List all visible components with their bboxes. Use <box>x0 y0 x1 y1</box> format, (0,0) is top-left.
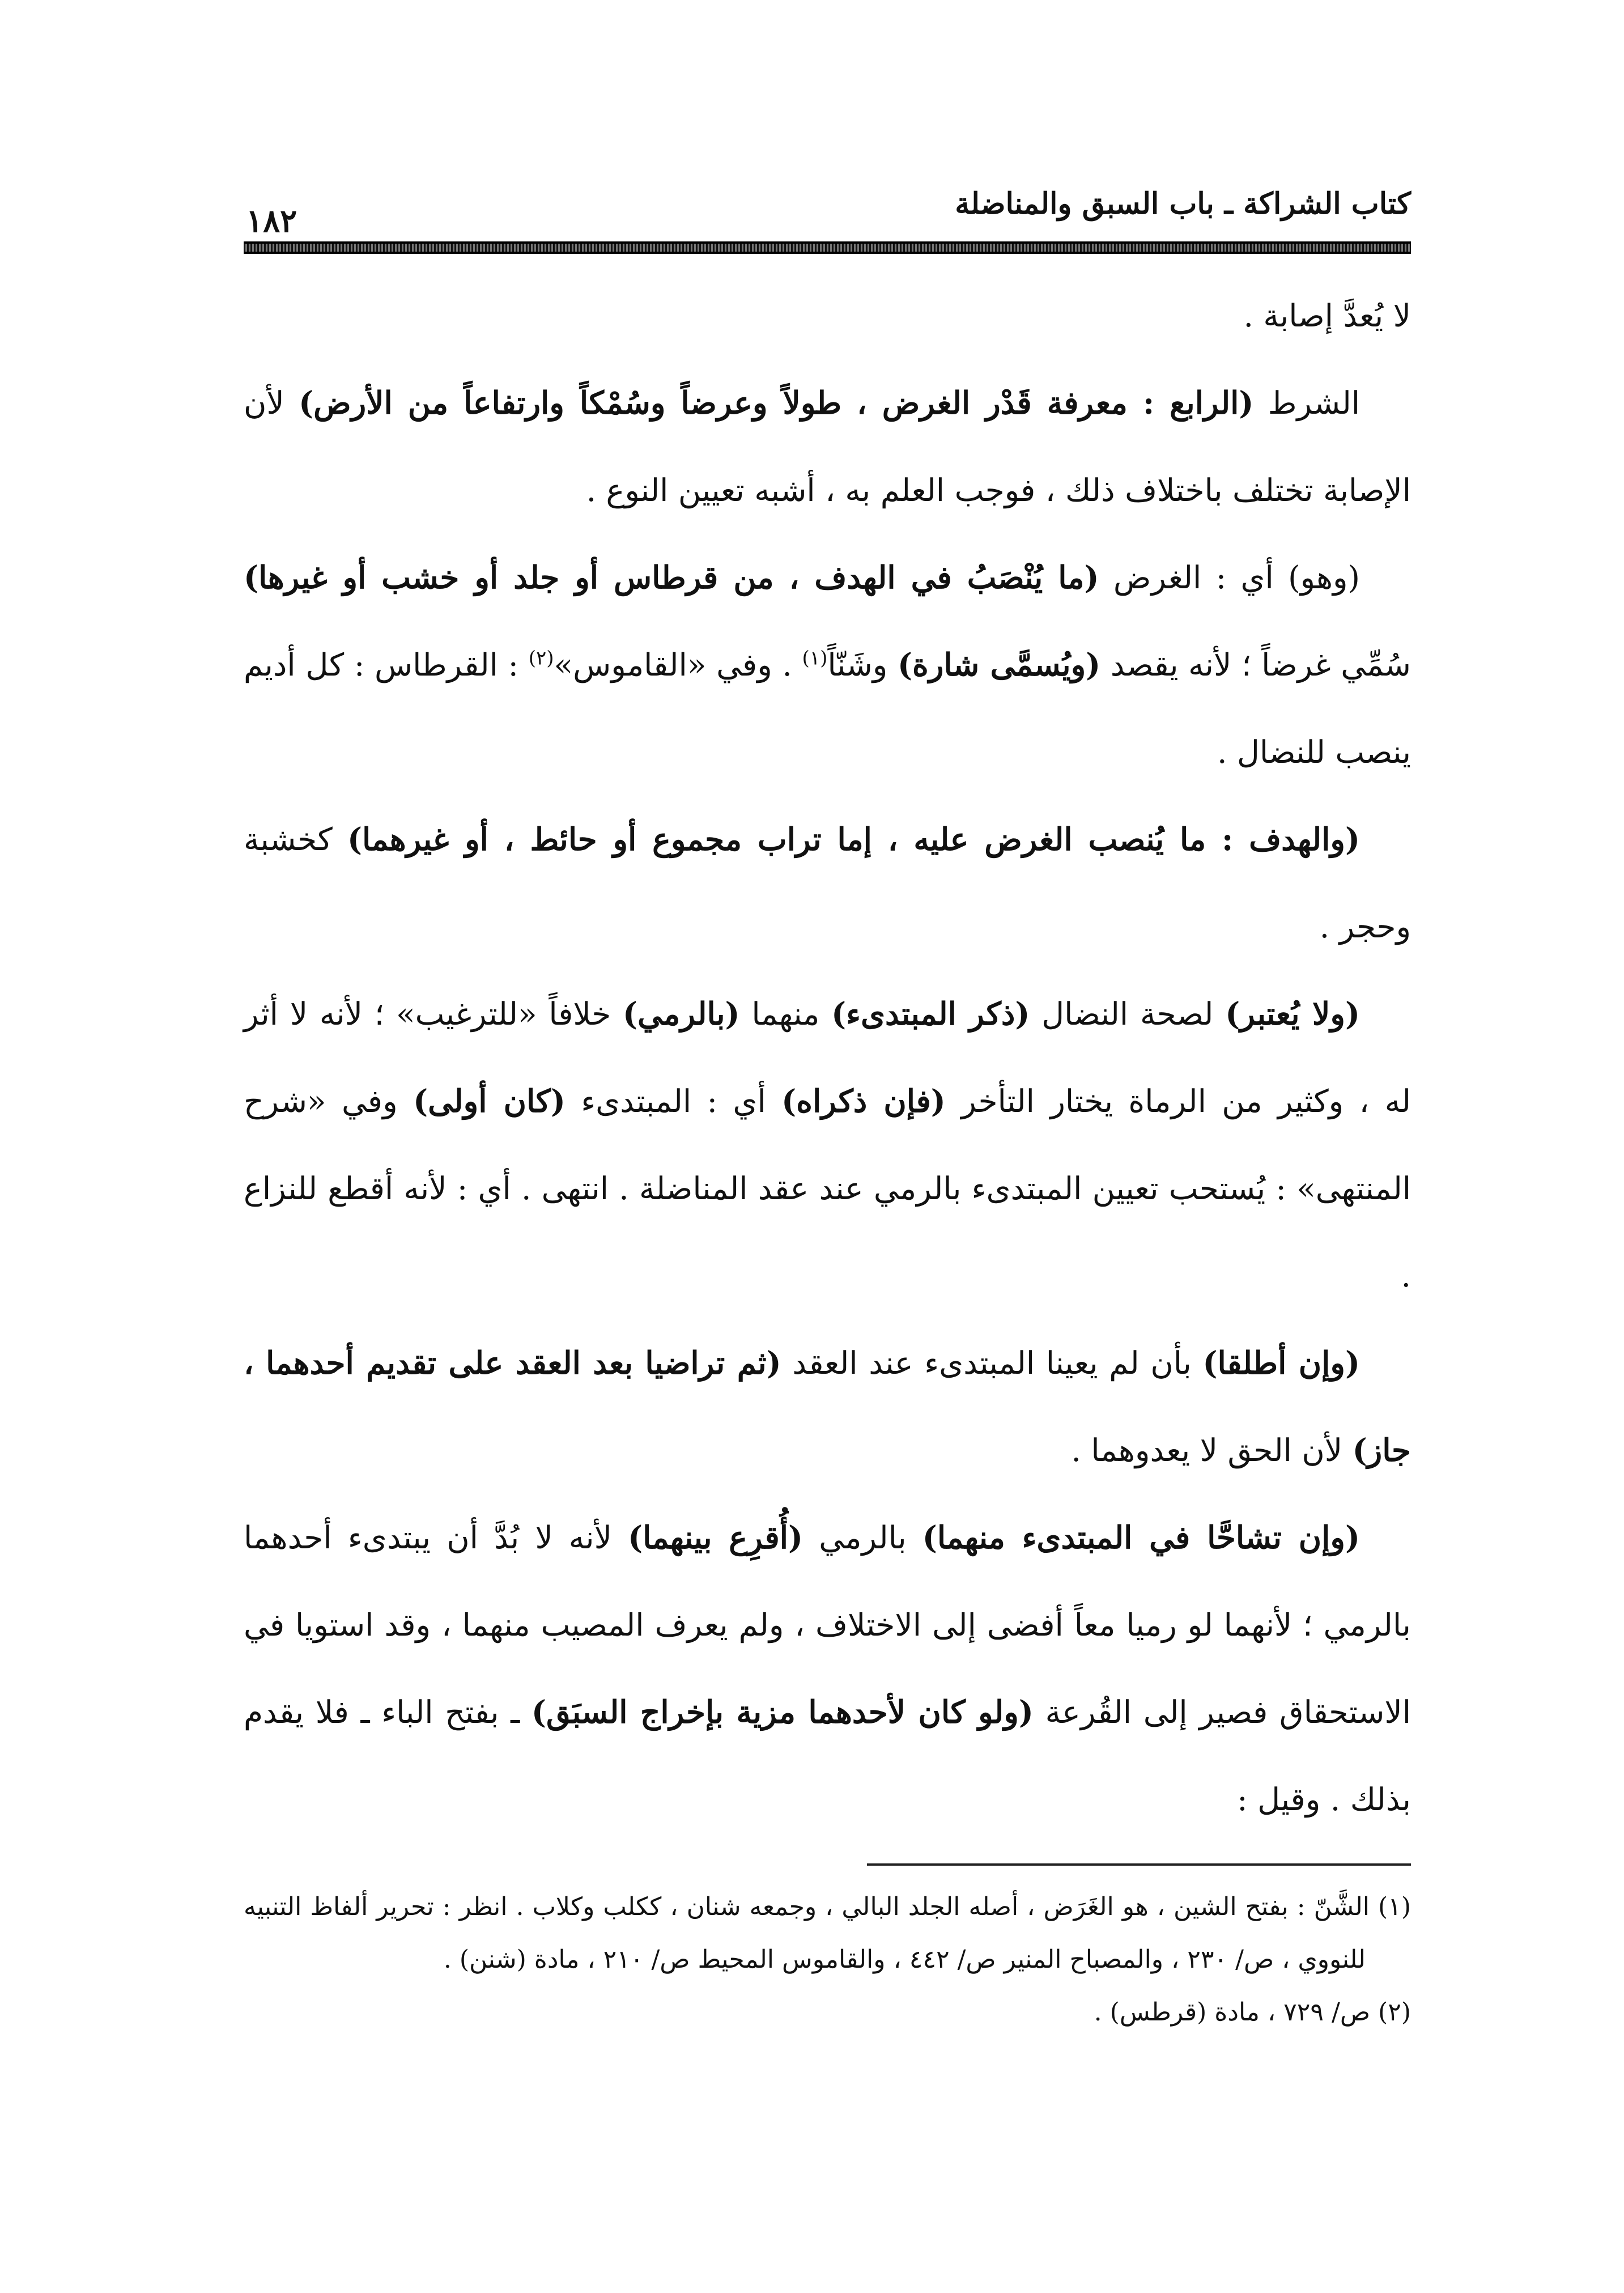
footnote-ref[interactable]: (١) <box>802 647 828 670</box>
text-run: بأن لم يعينا المبتدىء عند العقد <box>781 1345 1203 1381</box>
bold-text-run: (ما يُنْصَبُ في الهدف ، من قرطاس أو جلد أو خشب أو غيرها) <box>244 559 1099 596</box>
text-run: الشرط <box>1253 385 1360 421</box>
text-run: لا يُعدَّ إصابة . <box>1243 298 1411 334</box>
main-text <box>244 272 1411 1843</box>
text-run: لأن الحق لا يعدوهما . <box>1071 1432 1353 1468</box>
header-rule <box>244 241 1411 254</box>
text-run: لصحة النضال <box>1030 996 1226 1032</box>
bold-text-run: (وإن أطلقا) <box>1202 1344 1360 1381</box>
footnote: (١) الشَّنّ : بفتح الشين ، هو الغَرَض ، أصله الجلد البالي ، وجمعه شنان ، ككلب وكلاب . انظر : تحرير ألفاظ التنبيه للنووي ، ص/ ٢٣٠ ، والمصباح المنير ص/ ٤٤٢ ، والقاموس المحيط ص/ ٢١٠ ، مادة (شنن) . <box>244 1892 1411 1974</box>
paragraph <box>244 534 1411 796</box>
bold-text-run: (بالرمي) <box>623 995 740 1032</box>
text-run: لأنه لا بُدَّ أن يبتدىء أحدهما بالرمي ؛ لأنهما لو رميا معاً أفضى إلى الاختلاف ، ولم يعرف المصيب منهما ، وقد استويا في الاستحقاق فصير إلى القُرعة <box>244 1519 1411 1730</box>
paragraph <box>244 796 1411 970</box>
book-page <box>244 181 1411 2222</box>
footnote-separator <box>867 1863 1411 1866</box>
running-header <box>244 181 1411 255</box>
text-run: ـ بفتح الباء ـ فلا يقدم بذلك . وقيل : <box>244 1694 1411 1818</box>
paragraph <box>244 1319 1411 1494</box>
text-run: لأن الإصابة تختلف باختلاف ذلك ، فوجب العلم به ، أشبه تعيين النوع . <box>244 385 1411 508</box>
text-run: أي : الغرض <box>1099 559 1289 596</box>
text-run: : القرطاس : كل أديم ينصب للنضال . <box>244 647 1411 770</box>
bold-text-run: (ويُسمَّى شارة) <box>898 646 1101 683</box>
bold-text-run: (ولا يُعتبر) <box>1225 995 1360 1032</box>
text-run: (وهو) <box>1288 559 1360 596</box>
bold-text-run: (أُقرِع بينهما) <box>628 1519 804 1556</box>
bold-text-run: (وإن تشاحَّا في المبتدىء منهما) <box>922 1519 1361 1556</box>
footnote: (٢) ص/ ٧٢٩ ، مادة (قرطس) . <box>1094 1998 1411 2027</box>
text-run: منهما <box>739 996 832 1032</box>
footnote-ref[interactable]: (٢) <box>528 647 554 670</box>
text-run: وشَنّاً <box>827 647 898 683</box>
bold-text-run: (ذكر المبتدىء) <box>831 995 1030 1032</box>
bold-text-run: (كان أولى) <box>413 1082 566 1119</box>
paragraph <box>244 272 1411 359</box>
text-run: . وفي «القاموس» <box>554 647 802 683</box>
text-run: كخشبة وحجر . <box>244 821 1411 945</box>
bold-text-run: (الرابع : معرفة قَدْر الغرض ، طولاً وعرضاً وسُمْكاً وارتفاعاً من الأرض) <box>299 384 1254 421</box>
paragraph <box>244 1494 1411 1843</box>
text-run: أي : المبتدىء <box>565 1083 782 1119</box>
text-run: وفي «شرح المنتهى» : يُستحب تعيين المبتدىء بالرمي عند عقد المناضلة . انتهى . أي : لأنه أقطع للنزاع . <box>244 1083 1411 1294</box>
chapter-title: كتاب الشراكة ـ باب السبق والمناضلة <box>955 186 1411 221</box>
bold-text-run: (ثم تراضيا بعد العقد على تقديم أحدهما ، جاز) <box>244 1344 1411 1468</box>
paragraph <box>244 359 1411 534</box>
paragraph <box>244 970 1411 1319</box>
text-run: خلافاً «للترغيب» ؛ لأنه لا أثر له ، وكثير من الرماة يختار التأخر <box>244 996 1411 1119</box>
bold-text-run: (فإن ذكراه) <box>781 1082 946 1119</box>
footnotes <box>244 1880 1411 2039</box>
bold-text-run: (والهدف : ما يُنصب الغرض عليه ، إما تراب مجموع أو حائط ، أو غيرهما) <box>347 821 1360 857</box>
text-run: بالرمي <box>803 1519 922 1556</box>
page-number: ١٨٢ <box>246 202 297 240</box>
bold-text-run: (ولو كان لأحدهما مزية بإخراج السبَق) <box>531 1693 1034 1730</box>
text-run: سُمِّي غرضاً ؛ لأنه يقصد <box>1100 647 1412 683</box>
